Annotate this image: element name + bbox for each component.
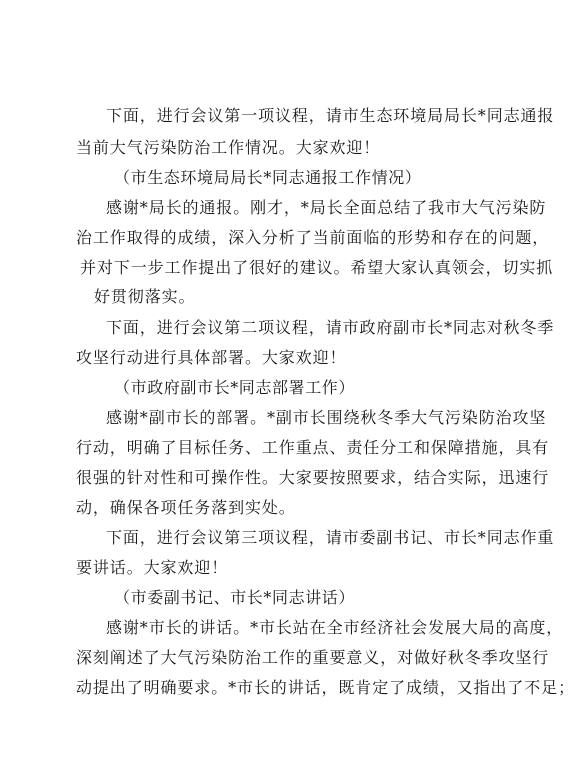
text-line-19: 深刻阐述了大气污染防治工作的重要意义，对做好秋冬季攻坚行	[76, 648, 550, 667]
stage-direction-2: （市政府副市长*同志部署工作）	[114, 378, 356, 397]
text-line-6: 并对下一步工作提出了很好的建议。希望大家认真领会，切实抓	[80, 258, 554, 277]
text-line-12: 行动，明确了目标任务、工作重点、责任分工和保障措施，具有	[76, 438, 550, 457]
stage-direction-1: （市生态环境局局长*同志通报工作情况）	[114, 168, 422, 187]
text-line-2: 当前大气污染防治工作情况。大家欢迎！	[76, 138, 381, 157]
text-line-7: 好贯彻落实。	[94, 287, 196, 306]
text-line-8: 下面，进行会议第二项议程，请市政府副市长*同志对秋冬季	[106, 318, 555, 337]
text-line-20: 动提出了明确要求。*市长的讲话，既肯定了成绩，又指出了不足；	[76, 678, 576, 697]
text-line-5: 治工作取得的成绩，深入分析了当前面临的形势和存在的问题，	[76, 228, 550, 247]
text-line-1: 下面，进行会议第一项议程，请市生态环境局局长*同志通报	[106, 106, 555, 125]
text-line-18: 感谢*市长的讲话。*市长站在全市经济社会发展大局的高度，	[106, 618, 564, 637]
text-line-4: 感谢*局长的通报。刚才，*局长全面总结了我市大气污染防	[106, 198, 547, 217]
text-line-14: 动，确保各项任务落到实处。	[76, 498, 296, 517]
text-line-16: 要讲话。大家欢迎！	[76, 558, 229, 577]
text-line-15: 下面，进行会议第三项议程，请市委副书记、市长*同志作重	[106, 528, 555, 547]
stage-direction-3: （市委副书记、市长*同志讲话）	[114, 588, 356, 607]
text-line-9: 攻坚行动进行具体部署。大家欢迎！	[76, 348, 347, 367]
text-line-11: 感谢*副市长的部署。*副市长围绕秋冬季大气污染防治攻坚	[106, 408, 547, 427]
text-line-13: 很强的针对性和可操作性。大家要按照要求，结合实际，迅速行	[76, 468, 550, 487]
